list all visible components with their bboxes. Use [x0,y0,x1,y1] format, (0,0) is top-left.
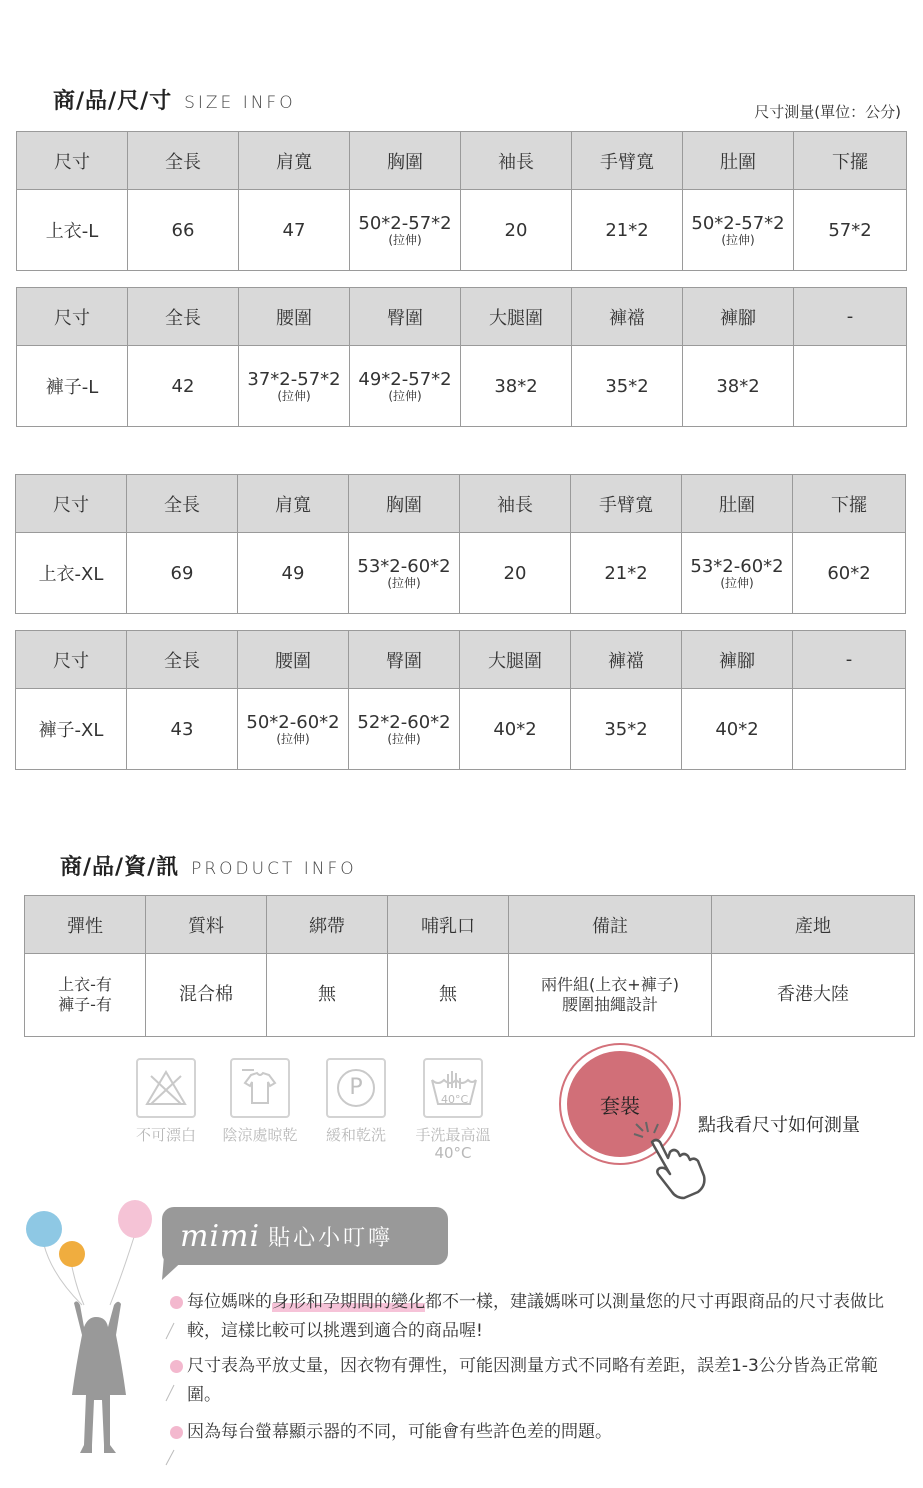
tip-note-1 [170,1288,905,1346]
shade-dry-icon [230,1058,290,1118]
value-main: 52*2-60*2 [357,711,451,733]
care-no-bleach [126,1058,206,1144]
value-cell: 57*2 [794,190,907,271]
care-gentle-dry-clean [316,1058,396,1144]
header-cell: 尺寸 [16,631,127,689]
stretch-note: (拉伸) [720,575,754,590]
table-header-row [17,132,907,190]
tip-note-2-text: 尺寸表為平放丈量，因衣物有彈性，可能因測量方式不同略有差距，誤差1-3公分皆為正常範圍。 [187,1356,878,1405]
header-cell: 肩寬 [239,132,350,190]
value-cell [794,346,907,427]
header-cell: 下擺 [793,475,906,533]
value-main: 50*2-57*2 [358,212,452,234]
value-cell [350,346,461,427]
no-bleach-icon [136,1058,196,1118]
strap-cell: 無 [267,954,388,1037]
value-main: 53*2-60*2 [690,555,784,577]
value-main: 50*2-60*2 [246,711,340,733]
header-cell: 腰圍 [239,288,350,346]
header-cell: 褲腳 [682,631,793,689]
size-label-cell: 褲子-L [17,346,128,427]
value-cell: 66 [128,190,239,271]
value-cell [793,689,906,770]
header-cell: 備註 [509,896,712,954]
header-cell: 大腿圍 [460,631,571,689]
elastic-pants: 褲子-有 [58,995,112,1014]
product-info-table [24,895,915,1037]
header-cell: 胸圍 [350,132,461,190]
header-cell: 袖長 [460,475,571,533]
note-connector-lines [160,1305,180,1470]
table-header-row [25,896,915,954]
value-main: 37*2-57*2 [247,368,341,390]
measure-guide-link[interactable]: 點我看尺寸如何測量 [698,1115,860,1136]
value-main: 50*2-57*2 [691,212,785,234]
origin-cell: 香港大陸 [712,954,915,1037]
value-cell: 20 [460,533,571,614]
unit-note: 尺寸測量(單位：公分) [754,103,901,121]
remark-line-2: 腰圍抽繩設計 [561,995,658,1014]
value-cell [349,533,460,614]
header-cell: 全長 [127,475,238,533]
hand-wash-label-2: 40°C [434,1144,472,1162]
value-cell: 69 [127,533,238,614]
tips-bubble [162,1207,448,1265]
remark-line-1: 兩件組(上衣+褲子) [541,975,679,994]
nursing-cell: 無 [388,954,509,1037]
shade-dry-label: 陰涼處晾乾 [222,1126,298,1144]
value-cell [682,533,793,614]
tip-note-1-text [170,1288,905,1346]
value-cell [683,190,794,271]
header-cell: 哺乳口 [388,896,509,954]
stretch-note: (拉伸) [388,232,422,247]
size-table-pants-xl [15,630,906,770]
header-cell: 臀圍 [350,288,461,346]
stretch-note: (拉伸) [721,232,755,247]
header-cell: 肚圍 [683,132,794,190]
value-cell [349,689,460,770]
tip-note-3 [170,1418,905,1447]
size-table-top-xl [15,474,906,614]
value-cell: 49 [238,533,349,614]
value-cell [239,346,350,427]
value-main: 49*2-57*2 [358,368,452,390]
header-cell: 肩寬 [238,475,349,533]
header-cell: 綁帶 [267,896,388,954]
table-row [16,689,906,770]
header-cell: 尺寸 [17,288,128,346]
table-row [17,346,907,427]
hand-wash-temp: 40°C [441,1093,469,1106]
stretch-note: (拉伸) [277,388,311,403]
header-cell: 質料 [146,896,267,954]
care-shade-dry [214,1058,306,1144]
header-cell: 尺寸 [16,475,127,533]
header-cell: 袖長 [461,132,572,190]
tip-note-1-b: 都不一樣，建議媽咪可以測量您的尺寸再跟商品的尺寸表做比較，這樣比較可以挑選到適合的商品喔! [187,1292,884,1341]
hand-wash-icon [423,1058,483,1118]
header-cell: - [794,288,907,346]
header-cell: 尺寸 [17,132,128,190]
stretch-note: (拉伸) [387,731,421,746]
value-cell: 43 [127,689,238,770]
value-cell: 42 [128,346,239,427]
table-header-row [16,475,906,533]
value-cell: 21*2 [572,190,683,271]
elastic-cell [25,954,146,1037]
size-label-cell: 褲子-XL [16,689,127,770]
table-row [17,190,907,271]
tip-note-1-a: 每位媽咪的 [187,1292,272,1312]
value-cell: 35*2 [571,689,682,770]
table-row [16,533,906,614]
product-title-en: PRODUCT INFO [191,859,357,879]
header-cell: 產地 [712,896,915,954]
header-cell: 大腿圍 [461,288,572,346]
tip-note-3-text: 因為每台螢幕顯示器的不同，可能會有些許色差的問題。 [187,1422,612,1442]
brand-mimi: mimi [180,1218,261,1254]
value-cell: 20 [461,190,572,271]
value-main: 53*2-60*2 [357,555,451,577]
tip-note-2 [170,1352,905,1410]
stretch-note: (拉伸) [388,388,422,403]
remark-cell [509,954,712,1037]
stretch-note: (拉伸) [387,575,421,590]
girl-balloons-icon [22,1195,157,1475]
header-cell: 褲襠 [572,288,683,346]
material-cell: 混合棉 [146,954,267,1037]
value-cell: 35*2 [572,346,683,427]
tip-note-1-highlight: 身形和孕期間的變化 [272,1292,425,1312]
product-title-zh: 商/品/資/訊 [60,855,180,880]
header-cell: 臀圍 [349,631,460,689]
header-cell: - [793,631,906,689]
no-bleach-label: 不可漂白 [135,1126,196,1144]
size-info-title [53,84,296,115]
table-header-row [17,288,907,346]
header-cell: 褲襠 [571,631,682,689]
header-cell: 全長 [128,288,239,346]
value-cell: 38*2 [461,346,572,427]
value-cell: 21*2 [571,533,682,614]
value-cell: 38*2 [683,346,794,427]
header-cell: 肚圍 [682,475,793,533]
elastic-top: 上衣-有 [58,975,112,994]
table-header-row [16,631,906,689]
table-row [25,954,915,1037]
size-label-cell: 上衣-L [17,190,128,271]
header-cell: 腰圍 [238,631,349,689]
value-cell: 40*2 [682,689,793,770]
dry-clean-circle: P [337,1069,375,1107]
dry-clean-p-icon [326,1058,386,1118]
gentle-dry-clean-label: 緩和乾洗 [325,1126,386,1144]
size-title-zh: 商/品/尺/寸 [53,89,173,114]
value-cell: 60*2 [793,533,906,614]
bubble-tail-icon [160,1256,190,1282]
care-hand-wash [408,1058,498,1162]
size-label-cell: 上衣-XL [16,533,127,614]
size-table-top-l [16,131,907,271]
value-cell [238,689,349,770]
value-cell: 47 [239,190,350,271]
header-cell: 胸圍 [349,475,460,533]
size-table-pants-l [16,287,907,427]
header-cell: 彈性 [25,896,146,954]
size-title-en: SIZE INFO [184,93,296,113]
hand-wash-label-1: 手洗最高溫 [415,1126,491,1144]
header-cell: 下擺 [794,132,907,190]
header-cell: 手臂寬 [572,132,683,190]
header-cell: 褲腳 [683,288,794,346]
header-cell: 全長 [127,631,238,689]
value-cell: 40*2 [460,689,571,770]
value-cell [350,190,461,271]
header-cell: 全長 [128,132,239,190]
header-cell: 手臂寬 [571,475,682,533]
stretch-note: (拉伸) [276,731,310,746]
product-info-title [60,850,357,881]
tips-title: 貼心小叮嚀 [268,1225,394,1251]
set-button-label: 套裝 [600,1093,640,1118]
